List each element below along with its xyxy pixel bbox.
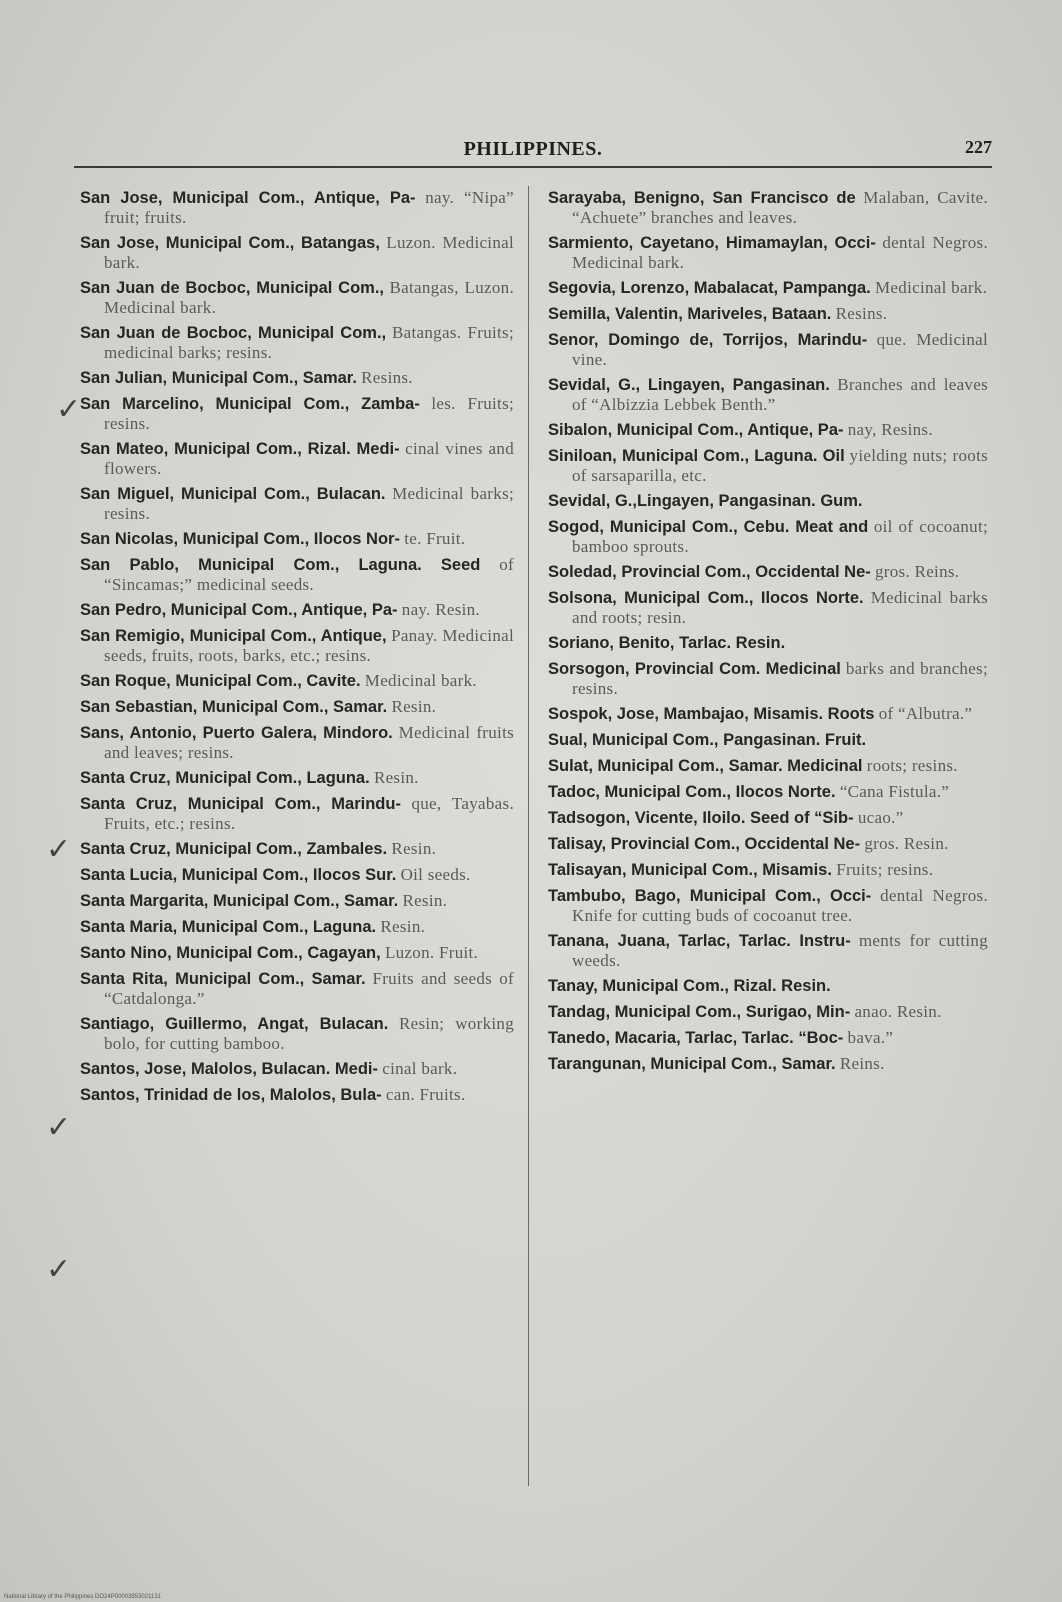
entry-name: San Juan de Bocboc, Municipal Com., [80, 324, 387, 342]
footer-credit: National Library of the Philippines DO24P00003953021131 [4, 1594, 161, 1600]
directory-entry [80, 626, 514, 665]
entry-name: Santa Lucia, Municipal Com., Ilocos Sur. [80, 866, 397, 884]
entry-name: Santa Cruz, Municipal Com., Laguna. [80, 769, 370, 787]
right-column [548, 188, 988, 1080]
directory-entry [80, 943, 514, 963]
directory-entry [548, 633, 988, 653]
check-mark-icon: ✓ [46, 1110, 72, 1145]
entry-name: San Nicolas, Municipal Com., Ilocos Nor- [80, 530, 400, 548]
entry-description: nay. “Nipa” fruit; fruits. [104, 188, 514, 227]
directory-entry [548, 1002, 988, 1022]
directory-entry [548, 330, 988, 369]
directory-entry [80, 697, 514, 717]
directory-entry [548, 860, 988, 880]
page-title: PHILIPPINES. [463, 138, 603, 160]
directory-entry [548, 886, 988, 925]
entry-description: Medicinal bark. [875, 278, 988, 297]
directory-entry [80, 723, 514, 762]
directory-entry [548, 1054, 988, 1074]
directory-entry [80, 794, 514, 833]
directory-entry [80, 439, 514, 478]
entry-description: Reins. [839, 1054, 885, 1073]
header-rule [74, 166, 992, 168]
entry-name: Sulat, Municipal Com., Samar. Medicinal [548, 757, 863, 775]
entry-name: Talisayan, Municipal Com., Misamis. [548, 861, 832, 879]
directory-entry [80, 233, 514, 272]
entry-description: Resins. [835, 304, 888, 323]
entry-name: Semilla, Valentin, Mariveles, Bataan. [548, 305, 832, 323]
entry-name: Solsona, Municipal Com., Ilocos Norte. [548, 589, 864, 607]
directory-entry [548, 931, 988, 970]
directory-entry [548, 1028, 988, 1048]
entry-description: dental Negros. Medicinal bark. [572, 233, 989, 272]
entry-description: “Cana Fistula.” [839, 782, 950, 801]
entry-description: que, Tayabas. Fruits, etc.; resins. [104, 794, 514, 833]
entry-description: Medicinal barks; resins. [104, 484, 515, 523]
entry-name: Sibalon, Municipal Com., Antique, Pa- [548, 421, 844, 439]
entry-description: Fruits; resins. [836, 860, 934, 879]
entry-name: San Pablo, Municipal Com., Laguna. Seed [80, 556, 481, 574]
directory-entry [548, 517, 988, 556]
entry-description: cinal bark. [382, 1059, 458, 1078]
entry-name: Tadsogon, Vicente, Iloilo. Seed of “Sib- [548, 809, 854, 827]
entry-name: Santiago, Guillermo, Angat, Bulacan. [80, 1015, 389, 1033]
directory-entry [548, 562, 988, 582]
directory-entry [80, 368, 514, 388]
entry-description: que. Medicinal vine. [572, 330, 988, 369]
entry-name: Sual, Municipal Com., Pangasinan. Fruit. [548, 731, 867, 749]
check-mark-icon: ✓ [46, 1252, 72, 1287]
entry-name: San Marcelino, Municipal Com., Zamba- [80, 395, 420, 413]
directory-entry [548, 976, 988, 996]
directory-entry [80, 484, 514, 523]
directory-entry [548, 730, 988, 750]
directory-entry [80, 278, 514, 317]
entry-description: Resin; working bolo, for cutting bamboo. [104, 1014, 514, 1053]
entry-description: te. Fruit. [404, 529, 466, 548]
entry-name: Siniloan, Municipal Com., Laguna. Oil [548, 447, 845, 465]
entry-description: Medicinal barks and roots; resin. [572, 588, 988, 627]
entry-description: yielding nuts; roots of sarsaparilla, etc. [572, 446, 989, 485]
entry-name: Santos, Jose, Malolos, Bulacan. Medi- [80, 1060, 378, 1078]
entry-name: Santa Rita, Municipal Com., Samar. [80, 970, 366, 988]
directory-entry [548, 420, 988, 440]
directory-entry [80, 394, 514, 433]
entry-description: Resin. [391, 839, 437, 858]
entry-description: nay. Resin. [401, 600, 480, 619]
entry-name: San Juan de Bocboc, Municipal Com., [80, 279, 385, 297]
directory-entry [80, 891, 514, 911]
entry-name: Tambubo, Bago, Municipal Com., Occi- [548, 887, 872, 905]
entry-description: nay, Resins. [847, 420, 933, 439]
directory-entry [548, 659, 988, 698]
entry-description: cinal vines and flowers. [104, 439, 514, 478]
entry-description: Malaban, Cavite. “Achuete” branches and leaves. [572, 188, 989, 227]
entry-name: San Julian, Municipal Com., Samar. [80, 369, 357, 387]
directory-entry [548, 304, 988, 324]
directory-entry [548, 588, 988, 627]
check-mark-icon: ✓ [46, 832, 72, 867]
entry-name: Soriano, Benito, Tarlac. Resin. [548, 634, 786, 652]
entry-name: Sospok, Jose, Mambajao, Misamis. Roots [548, 705, 875, 723]
entry-description: oil of cocoanut; bamboo sprouts. [572, 517, 988, 556]
entry-name: San Miguel, Municipal Com., Bulacan. [80, 485, 386, 503]
entry-name: Tanay, Municipal Com., Rizal. Resin. [548, 977, 831, 995]
entry-name: San Jose, Municipal Com., Batangas, [80, 234, 380, 252]
left-column [80, 188, 514, 1111]
entry-name: San Mateo, Municipal Com., Rizal. Medi- [80, 440, 400, 458]
entry-name: Sans, Antonio, Puerto Galera, Mindoro. [80, 724, 393, 742]
directory-entry [548, 491, 988, 511]
directory-entry [548, 233, 988, 272]
directory-entry [548, 446, 988, 485]
entry-name: Sevidal, G., Lingayen, Pangasinan. [548, 376, 830, 394]
entry-name: Sevidal, G.,Lingayen, Pangasinan. Gum. [548, 492, 863, 510]
entry-description: barks and branches; resins. [572, 659, 988, 698]
directory-entry [80, 1059, 514, 1079]
entry-description: of “Albutra.” [878, 704, 973, 723]
entry-name: Sorsogon, Provincial Com. Medicinal [548, 660, 841, 678]
entry-name: Sarayaba, Benigno, San Francisco de [548, 189, 856, 207]
entry-name: Segovia, Lorenzo, Mabalacat, Pampanga. [548, 279, 871, 297]
entry-name: Santa Cruz, Municipal Com., Zambales. [80, 840, 388, 858]
directory-entry [548, 756, 988, 776]
directory-entry [80, 839, 514, 859]
entry-name: Santos, Trinidad de los, Malolos, Bula- [80, 1086, 382, 1104]
directory-entry [80, 1085, 514, 1105]
entry-name: Santa Maria, Municipal Com., Laguna. [80, 918, 377, 936]
entry-name: San Sebastian, Municipal Com., Samar. [80, 698, 388, 716]
page-number: 227 [965, 137, 992, 157]
entry-description: Resins. [361, 368, 413, 387]
directory-entry [80, 768, 514, 788]
entry-description: gros. Reins. [875, 562, 960, 581]
directory-entry [548, 782, 988, 802]
entry-description: Batangas. Fruits; medicinal barks; resins. [104, 323, 514, 362]
entry-name: Soledad, Provincial Com., Occidental Ne- [548, 563, 871, 581]
entry-description: Branches and leaves of “Albizzia Lebbek Benth.” [572, 375, 988, 414]
page-header [74, 132, 992, 164]
directory-entry [548, 188, 988, 227]
entry-name: Sarmiento, Cayetano, Himamaylan, Occi- [548, 234, 876, 252]
entry-name: San Jose, Municipal Com., Antique, Pa- [80, 189, 416, 207]
entry-name: San Remigio, Municipal Com., Antique, [80, 627, 387, 645]
entry-description: les. Fruits; resins. [104, 394, 515, 433]
entry-description: roots; resins. [866, 756, 958, 775]
entry-description: Fruits and seeds of “Catdalonga.” [104, 969, 514, 1008]
entry-name: Tandag, Municipal Com., Surigao, Min- [548, 1003, 851, 1021]
column-divider [528, 186, 529, 1486]
entry-description: ucao.” [857, 808, 904, 827]
entry-description: Medicinal fruits and leaves; resins. [104, 723, 515, 762]
entry-name: Santa Cruz, Municipal Com., Marindu- [80, 795, 401, 813]
entry-description: of “Sincamas;” medicinal seeds. [104, 555, 515, 594]
entry-description: Resin. [391, 697, 437, 716]
entry-name: San Pedro, Municipal Com., Antique, Pa- [80, 601, 398, 619]
entry-name: San Roque, Municipal Com., Cavite. [80, 672, 361, 690]
entry-description: Batangas, Luzon. Medicinal bark. [104, 278, 515, 317]
directory-entry [548, 834, 988, 854]
entry-description: Panay. Medicinal seeds, fruits, roots, barks, etc.; resins. [104, 626, 514, 665]
entry-name: Talisay, Provincial Com., Occidental Ne- [548, 835, 861, 853]
entry-description: Medicinal bark. [364, 671, 477, 690]
entry-name: Sogod, Municipal Com., Cebu. Meat and [548, 518, 869, 536]
entry-name: Tadoc, Municipal Com., Ilocos Norte. [548, 783, 836, 801]
entry-description: anao. Resin. [854, 1002, 942, 1021]
entry-description: can. Fruits. [385, 1085, 466, 1104]
entry-description: gros. Resin. [864, 834, 949, 853]
entry-name: Santo Nino, Municipal Com., Cagayan, [80, 944, 381, 962]
directory-entry [80, 600, 514, 620]
entry-description: bava.” [847, 1028, 894, 1047]
directory-entry [548, 704, 988, 724]
entry-description: Oil seeds. [400, 865, 471, 884]
check-mark-icon: ✓ [56, 392, 82, 427]
entry-name: Tanana, Juana, Tarlac, Tarlac. Instru- [548, 932, 851, 950]
directory-entry [80, 969, 514, 1008]
entry-name: Tarangunan, Municipal Com., Samar. [548, 1055, 836, 1073]
entry-description: Luzon. Fruit. [384, 943, 479, 962]
entry-description: ments for cutting weeds. [572, 931, 989, 970]
directory-entry [548, 808, 988, 828]
directory-entry [80, 323, 514, 362]
directory-entry [80, 529, 514, 549]
entry-description: Resin. [373, 768, 419, 787]
directory-entry [548, 375, 988, 414]
directory-entry [548, 278, 988, 298]
directory-entry [80, 555, 514, 594]
directory-entry [80, 188, 514, 227]
directory-entry [80, 1014, 514, 1053]
entry-description: Luzon. Medicinal bark. [104, 233, 515, 272]
entry-name: Santa Margarita, Municipal Com., Samar. [80, 892, 399, 910]
entry-description: Resin. [380, 917, 426, 936]
entry-name: Senor, Domingo de, Torrijos, Marindu- [548, 331, 868, 349]
directory-entry [80, 671, 514, 691]
directory-entry [80, 865, 514, 885]
directory-entry [80, 917, 514, 937]
entry-name: Tanedo, Macaria, Tarlac, Tarlac. “Boc- [548, 1029, 844, 1047]
entry-description: dental Negros. Knife for cutting buds of cocoanut tree. [572, 886, 989, 925]
entry-description: Resin. [402, 891, 448, 910]
